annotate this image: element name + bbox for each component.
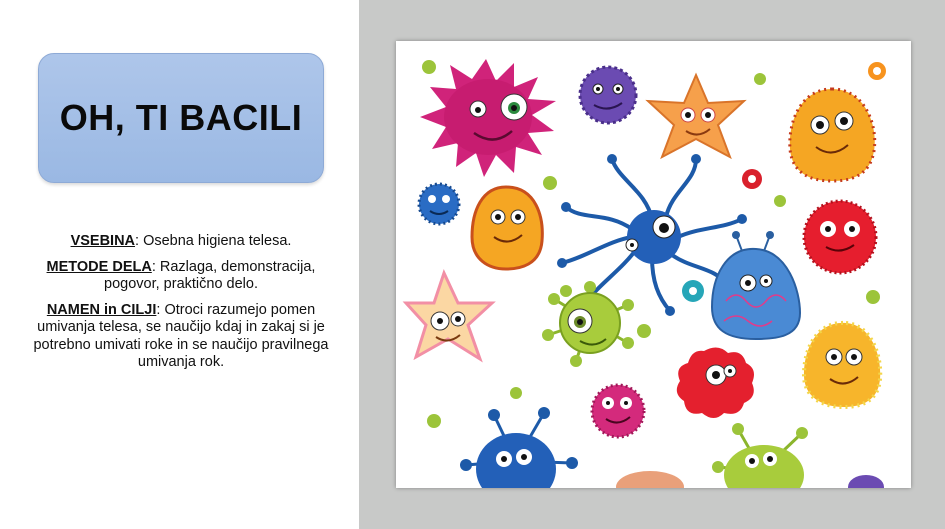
green-virus-germ [542,281,634,367]
left-panel [0,0,359,529]
germs-illustration [396,41,911,488]
germs-svg [396,41,911,488]
section-key: VSEBINA [70,233,136,249]
section-text: : Osebna higiena telesa. [135,233,292,249]
purple-germ-edge [848,475,884,488]
pink-germ [592,385,644,437]
orange-star-germ [648,75,744,157]
blue-bottom-germ [460,407,578,488]
section-metode [30,259,332,294]
title-box [38,53,324,183]
red-germ [804,201,876,273]
slide-title: OH, TI BACILI [59,97,303,138]
orange-spiky-germ [790,89,875,181]
green-bottom-germ [712,423,808,488]
purple-germ [580,67,636,123]
peach-germ-edge [616,471,684,488]
orange-sunny-germ [804,323,880,407]
magenta-spiky-germ [420,59,556,177]
section-vsebina [30,233,332,251]
cream-star-germ [406,273,492,359]
blue-small-germ [419,184,459,224]
section-key: METODE DELA [46,258,152,275]
section-key: NAMEN in CILJI [46,301,157,318]
description-block [30,233,332,380]
blue-scribble-germ [712,231,800,339]
red-flower-germ [677,347,754,418]
section-text: : Razlaga, demonstracija, pogovor, praktično delo. [104,258,316,292]
section-text: : Otroci razumejo pomen umivanja telesa, se naučijo kdaj in zakaj si je potrebno umivati roke in se naučijo pravilnega umivanja rok. [33,301,329,370]
section-namen [30,302,332,372]
orange-blob-germ [472,187,542,269]
